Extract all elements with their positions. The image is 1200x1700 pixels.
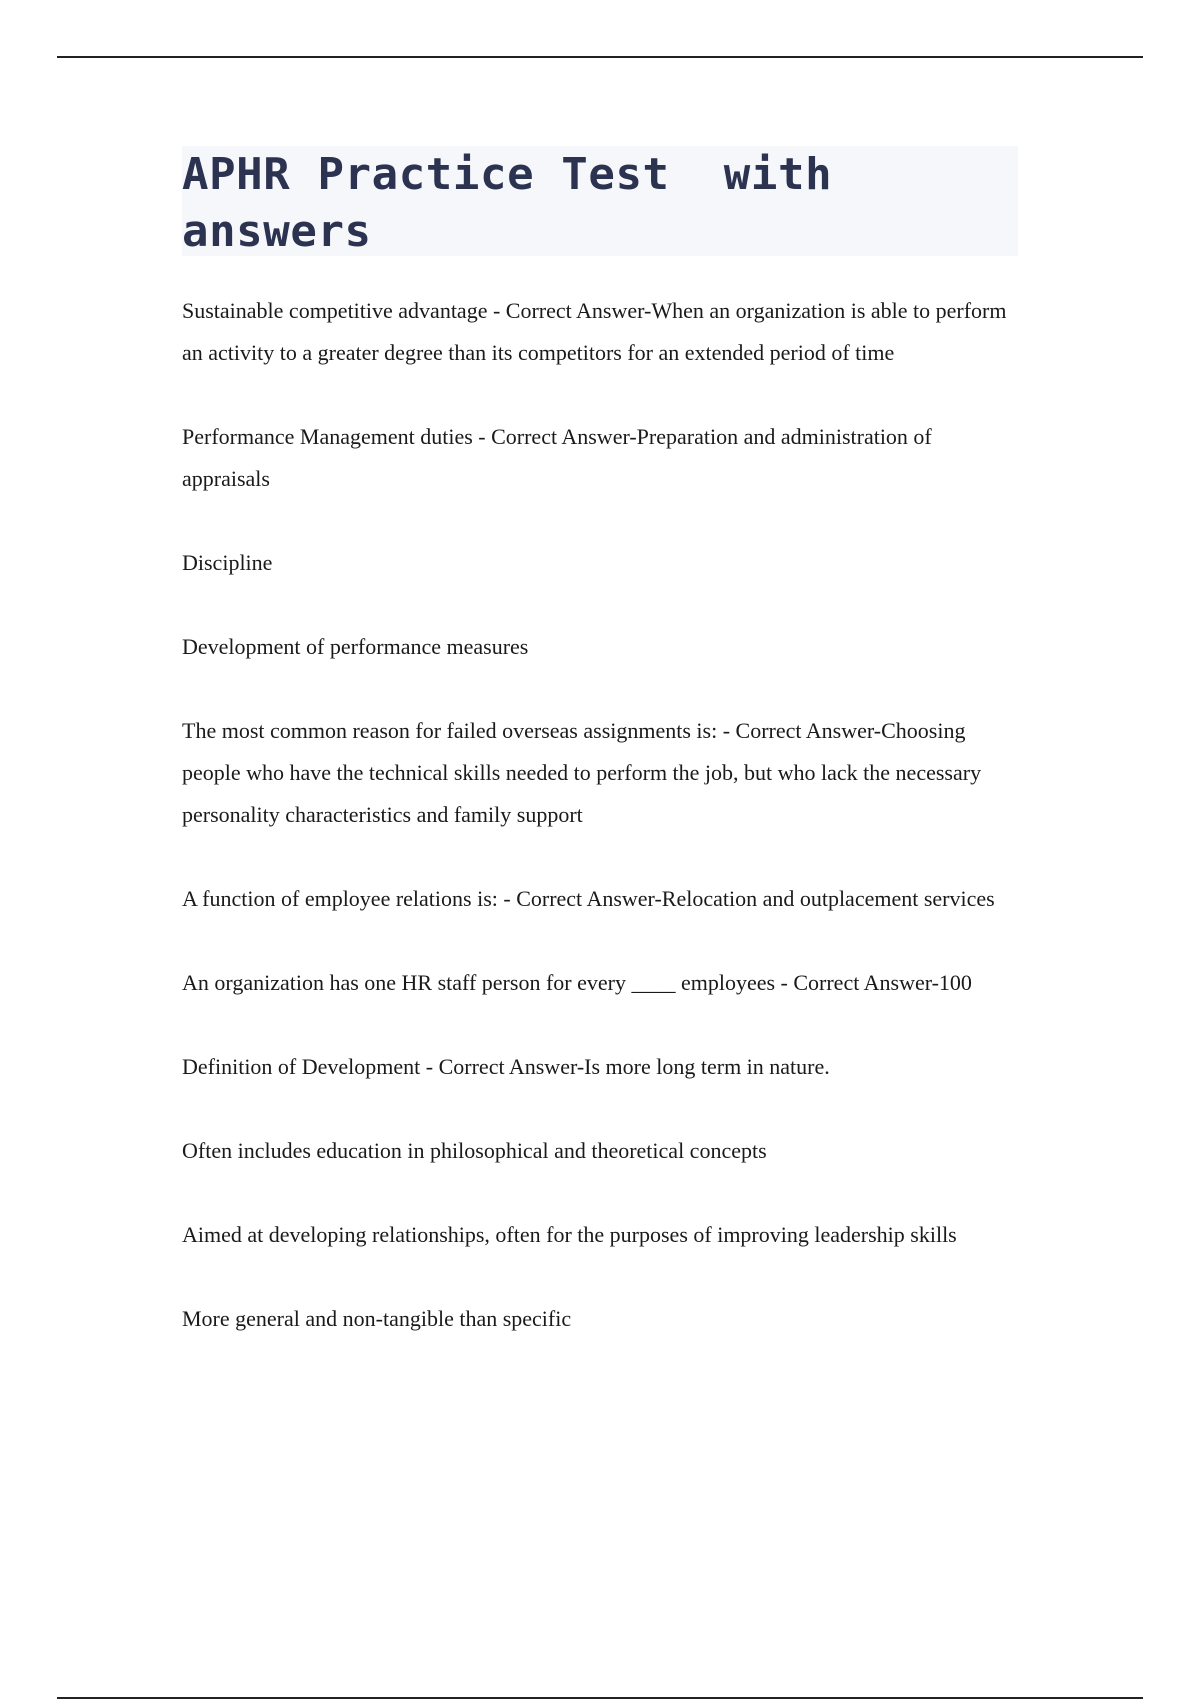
paragraph-overseas-assignments: The most common reason for failed overseas assignments is: - Correct Answer-Choosing people who have the technical skills needed to perform the job, but who lack the necessary personality characteristics and family support <box>182 718 982 827</box>
title-box <box>182 146 1018 256</box>
top-rule <box>57 56 1143 58</box>
paragraph-performance-measures: Development of performance measures <box>182 634 529 659</box>
document-body <box>182 290 1022 1382</box>
paragraph-hr-staff-ratio: An organization has one HR staff person for every ____ employees - Correct Answer-100 <box>182 970 972 995</box>
page-title: APHR Practice Test with answers <box>182 149 860 257</box>
paragraph-employee-relations: A function of employee relations is: - Correct Answer-Relocation and outplacement services <box>182 886 995 911</box>
bottom-rule <box>57 1697 1143 1699</box>
paragraph-general-non-tangible: More general and non-tangible than specific <box>182 1306 572 1331</box>
paragraph-performance-management: Performance Management duties - Correct Answer-Preparation and administration of appraisals <box>182 424 932 491</box>
paragraph-discipline: Discipline <box>182 550 273 575</box>
paragraph-education-concepts: Often includes education in philosophical and theoretical concepts <box>182 1138 767 1163</box>
paragraph-sustainable-advantage: Sustainable competitive advantage - Correct Answer-When an organization is able to perform an activity to a greater degree than its competitors for an extended period of time <box>182 298 1007 365</box>
paragraph-development-definition: Definition of Development - Correct Answer-Is more long term in nature. <box>182 1054 830 1079</box>
paragraph-relationships: Aimed at developing relationships, often for the purposes of improving leadership skills <box>182 1222 957 1247</box>
